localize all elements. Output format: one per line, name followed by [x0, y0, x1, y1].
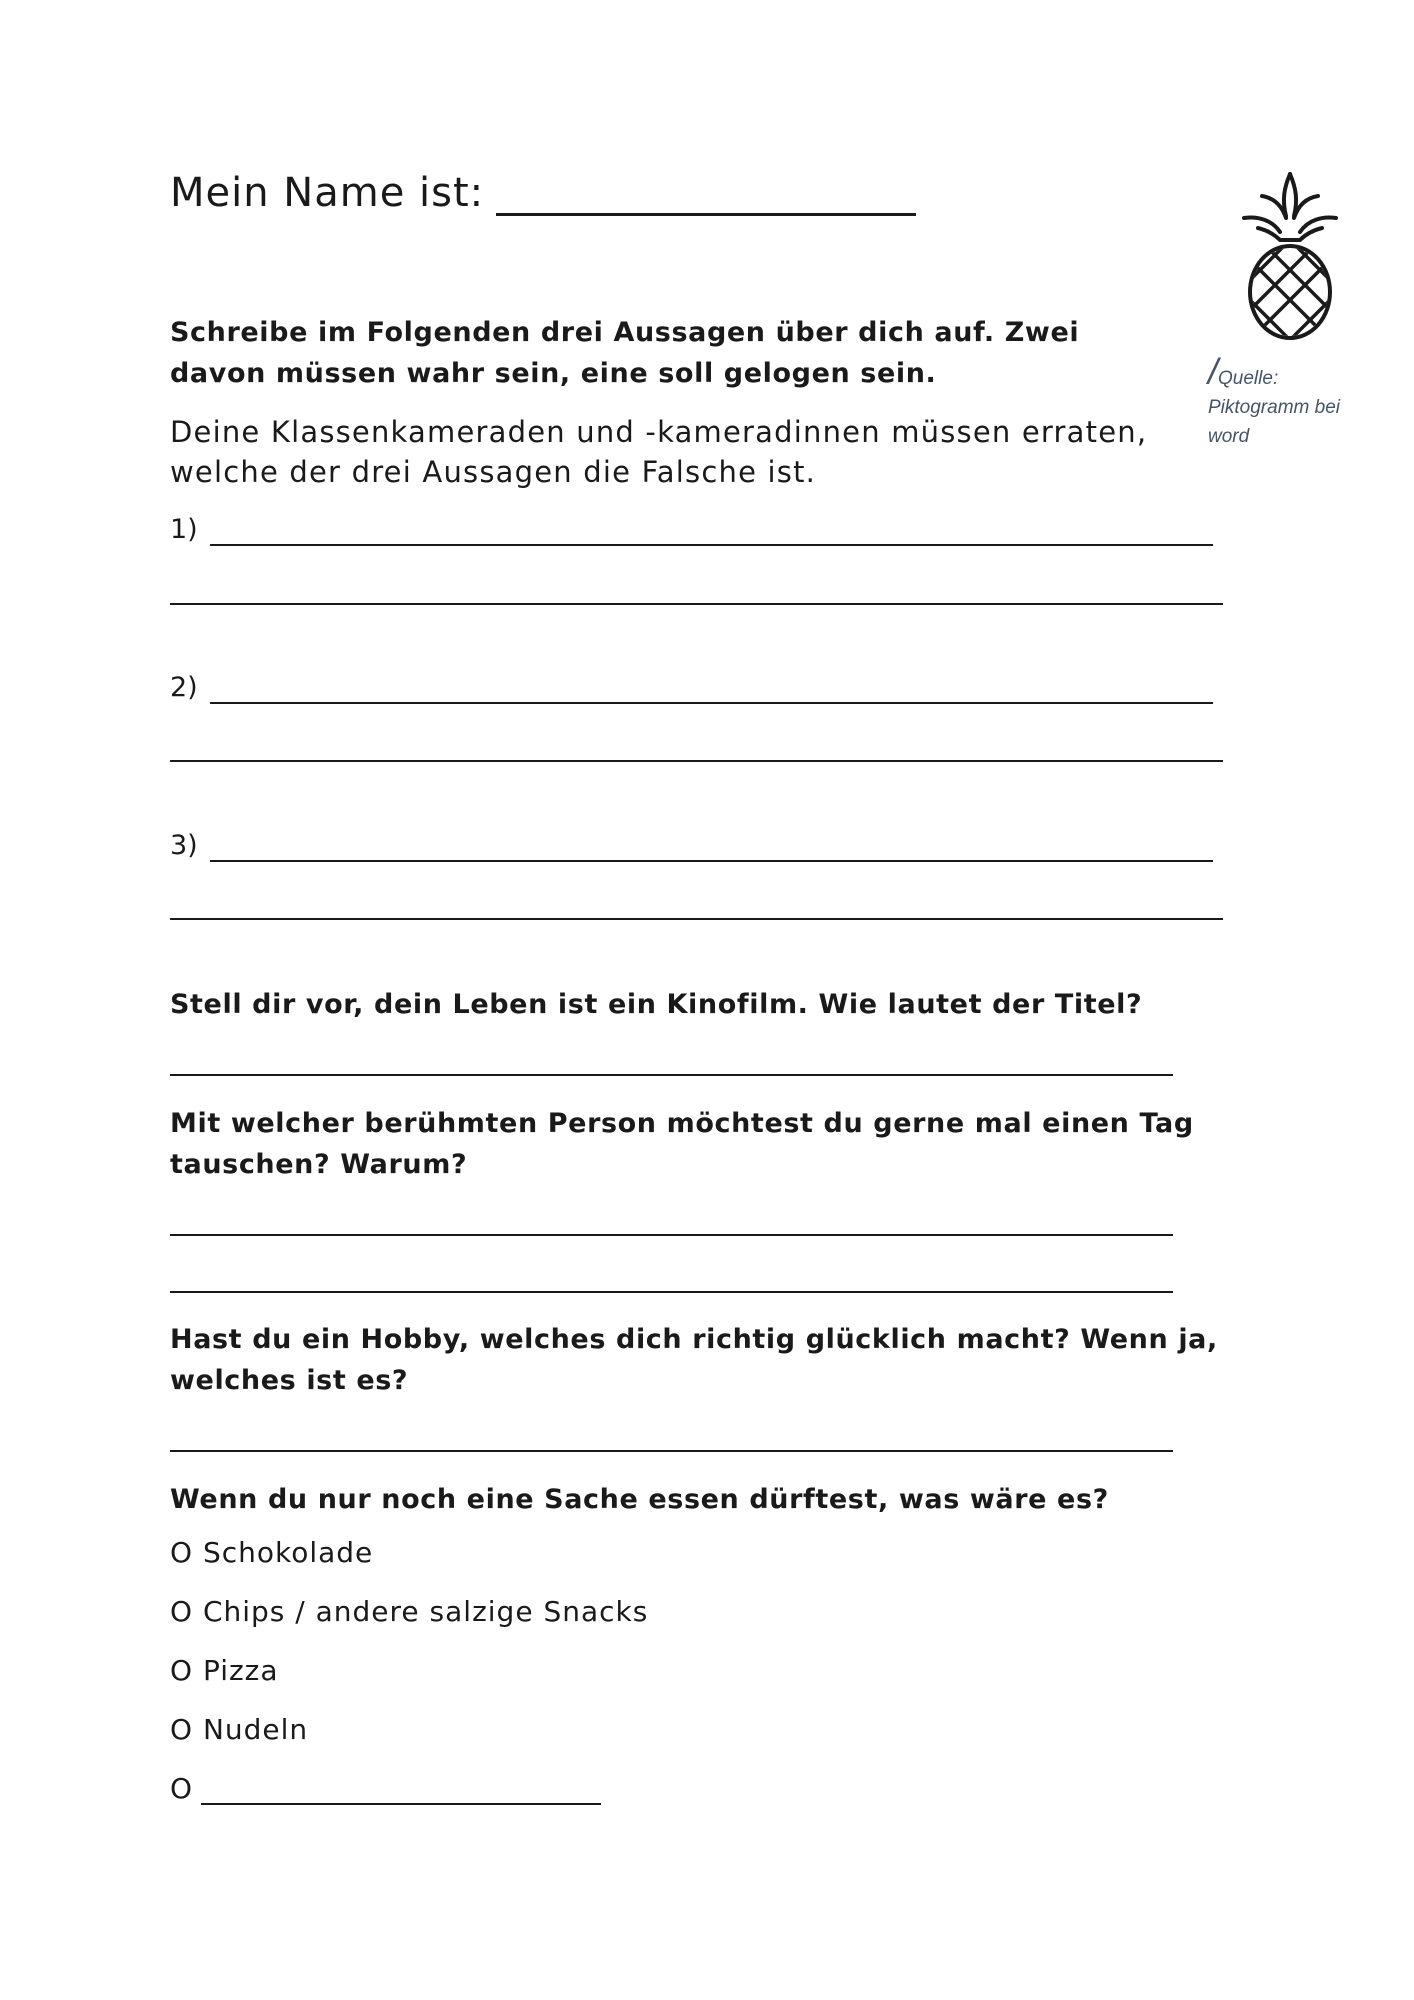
source-label: Quelle: [1218, 368, 1279, 389]
statement-1-line-a[interactable] [210, 544, 1213, 546]
option-other-marker: O [170, 1772, 194, 1805]
statement-2-line-a[interactable] [210, 702, 1213, 704]
answer-line-person-a[interactable] [170, 1234, 1173, 1236]
source-note [1208, 351, 1378, 451]
answer-line-hobby[interactable] [170, 1450, 1173, 1452]
option-other[interactable] [170, 1772, 601, 1805]
pineapple-icon [1240, 170, 1340, 342]
question-food: Wenn du nur noch eine Sache essen dürftest, was wäre es? [170, 1484, 1109, 1515]
statement-number: 1) [170, 514, 198, 545]
statement-3-line-a[interactable] [210, 860, 1213, 862]
option-schokolade[interactable]: O Schokolade [170, 1536, 374, 1569]
statement-number: 2) [170, 672, 198, 703]
option-nudeln[interactable]: O Nudeln [170, 1713, 309, 1746]
option-pizza[interactable]: O Pizza [170, 1654, 279, 1687]
statements-instruction: Schreibe im Folgenden drei Aussagen über dich auf. Zwei davon müssen wahr sein, eine soll gelogen sein. [170, 317, 1080, 389]
question-movie-title: Stell dir vor, dein Leben ist ein Kinofilm. Wie lautet der Titel? [170, 989, 1143, 1020]
question-famous-person: Mit welcher berühmten Person möchtest du gerne mal einen Tag tauschen? Warum? [170, 1108, 1194, 1180]
name-blank-line[interactable] [496, 177, 916, 216]
statement-number: 3) [170, 830, 198, 861]
statement-1-line-b[interactable] [170, 603, 1223, 605]
statement-2-line-b[interactable] [170, 760, 1223, 762]
option-chips[interactable]: O Chips / andere salzige Snacks [170, 1595, 649, 1628]
source-text: Piktogramm bei word [1208, 397, 1340, 447]
name-heading [170, 170, 916, 216]
question-hobby: Hast du ein Hobby, welches dich richtig glücklich macht? Wenn ja, welches ist es? [170, 1324, 1218, 1396]
name-label: Mein Name ist: [170, 170, 485, 216]
source-mark: / [1208, 351, 1219, 392]
answer-line-person-b[interactable] [170, 1291, 1173, 1293]
answer-line-movie[interactable] [170, 1074, 1173, 1076]
option-other-blank-line[interactable] [201, 1777, 601, 1805]
statements-paragraph: Deine Klassenkameraden und -kameradinnen müssen erraten, welche der drei Aussagen die Falsche ist. [170, 415, 1148, 489]
statement-3-line-b[interactable] [170, 918, 1223, 920]
